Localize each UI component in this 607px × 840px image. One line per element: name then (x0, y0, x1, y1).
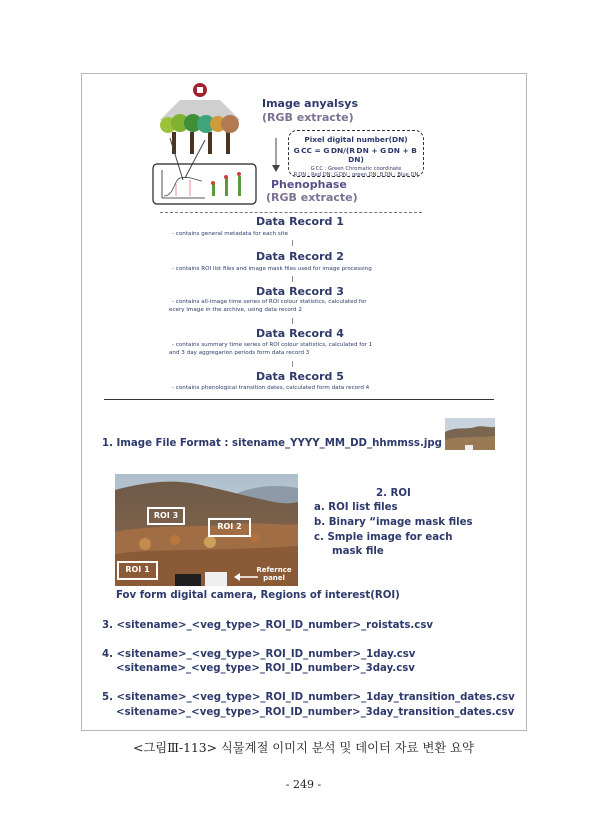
roi-1-box: ROI 1 (117, 561, 158, 580)
down-arrow-icon (272, 138, 280, 172)
phenology-curve (164, 177, 202, 196)
record-3-title: Data Record 3 (256, 285, 344, 298)
plant-stage-icons (211, 172, 241, 196)
dn-title: Pixel digital number(DN) (304, 135, 408, 144)
connector (292, 276, 293, 282)
record-4-desc-line2: and 3 day aggregarion periods form data record 3 (169, 350, 310, 356)
file-line-4b: <sitename>_<veg_type>_ROI_ID_number>_3day.csv (116, 663, 415, 674)
file-format-line: 1. Image File Format : sitename_YYYY_MM_DD_hhmmss.jpg (102, 438, 442, 449)
dn-formula-box (288, 130, 424, 177)
reference-panel-label-line2: panel (263, 574, 285, 582)
file-line-5b: <sitename>_<veg_type>_ROI_ID_number>_3day_transition_dates.csv (116, 707, 515, 718)
roi-heading: 2. ROI (376, 488, 411, 499)
connector (292, 318, 293, 324)
record-1-desc: - contains general metadata for each site (172, 231, 289, 237)
connector (292, 240, 293, 246)
record-2-desc: - contains ROI list files and image mask files used for image processing (172, 266, 372, 272)
file-line-3: 3. <sitename>_<veg_type>_ROI_ID_number>_roistats.csv (102, 620, 434, 631)
fov-caption: Fov form digital camera, Regions of interest(ROI) (116, 590, 400, 601)
page-number: - 249 - (285, 778, 322, 791)
sample-photo-thumbnail (445, 418, 495, 450)
roi-item-c: c. Smple image for each (314, 532, 453, 543)
phenology-diagram-graphic (150, 80, 260, 210)
phenophase-subtitle: (RGB extracte) (266, 191, 358, 204)
figure-caption: <그림Ⅲ-113> 식물계절 이미지 분석 및 데이터 자료 변환 요약 (133, 741, 474, 755)
record-5-title: Data Record 5 (256, 370, 344, 383)
roi-item-b: b. Binary “image mask files (314, 517, 473, 528)
dn-note-1: G CC : Green Chromatic coordinate (310, 166, 402, 172)
reference-panel-label (255, 566, 293, 582)
connector (292, 361, 293, 367)
trees-icon (160, 114, 239, 154)
roi-item-c-cont: mask file (332, 546, 384, 557)
record-1-title: Data Record 1 (256, 215, 344, 228)
reference-panel-label-line1: Refernce (256, 566, 292, 574)
file-line-4a: 4. <sitename>_<veg_type>_ROI_ID_number>_1day.csv (102, 649, 416, 660)
dashed-divider (160, 212, 422, 213)
dn-formula: G CC = G DN/(R DN + G DN + B DN) (293, 146, 419, 164)
analysis-title: Image anyalsys (262, 97, 359, 110)
record-2-title: Data Record 2 (256, 250, 344, 263)
arrow-left-icon (234, 573, 258, 581)
analysis-subtitle: (RGB extracte) (262, 111, 354, 124)
record-3-desc-line2: ecery image in the archive, using data record 2 (169, 307, 302, 313)
record-5-desc: - contains phenological transition dates, calculated form data record 4 (172, 385, 370, 391)
file-line-5a: 5. <sitename>_<veg_type>_ROI_ID_number>_1day_transition_dates.csv (102, 692, 515, 703)
record-3-desc-line1: - contains all-image time series of ROI colour statistics, calculated for (172, 299, 367, 305)
phenophase-title: Phenophase (271, 178, 347, 191)
dn-note-2: R DN : Red DN; G DN : green DN; B DN : Blue DN (293, 172, 419, 178)
record-4-title: Data Record 4 (256, 327, 344, 340)
roi-2-box: ROI 2 (208, 518, 251, 537)
roi-3-box: ROI 3 (147, 507, 185, 525)
section-divider (104, 399, 494, 400)
record-4-desc-line1: - contains summary time series of ROI colour statistics, calculated for 1 (172, 342, 373, 348)
roi-item-a: a. ROI list files (314, 502, 398, 513)
